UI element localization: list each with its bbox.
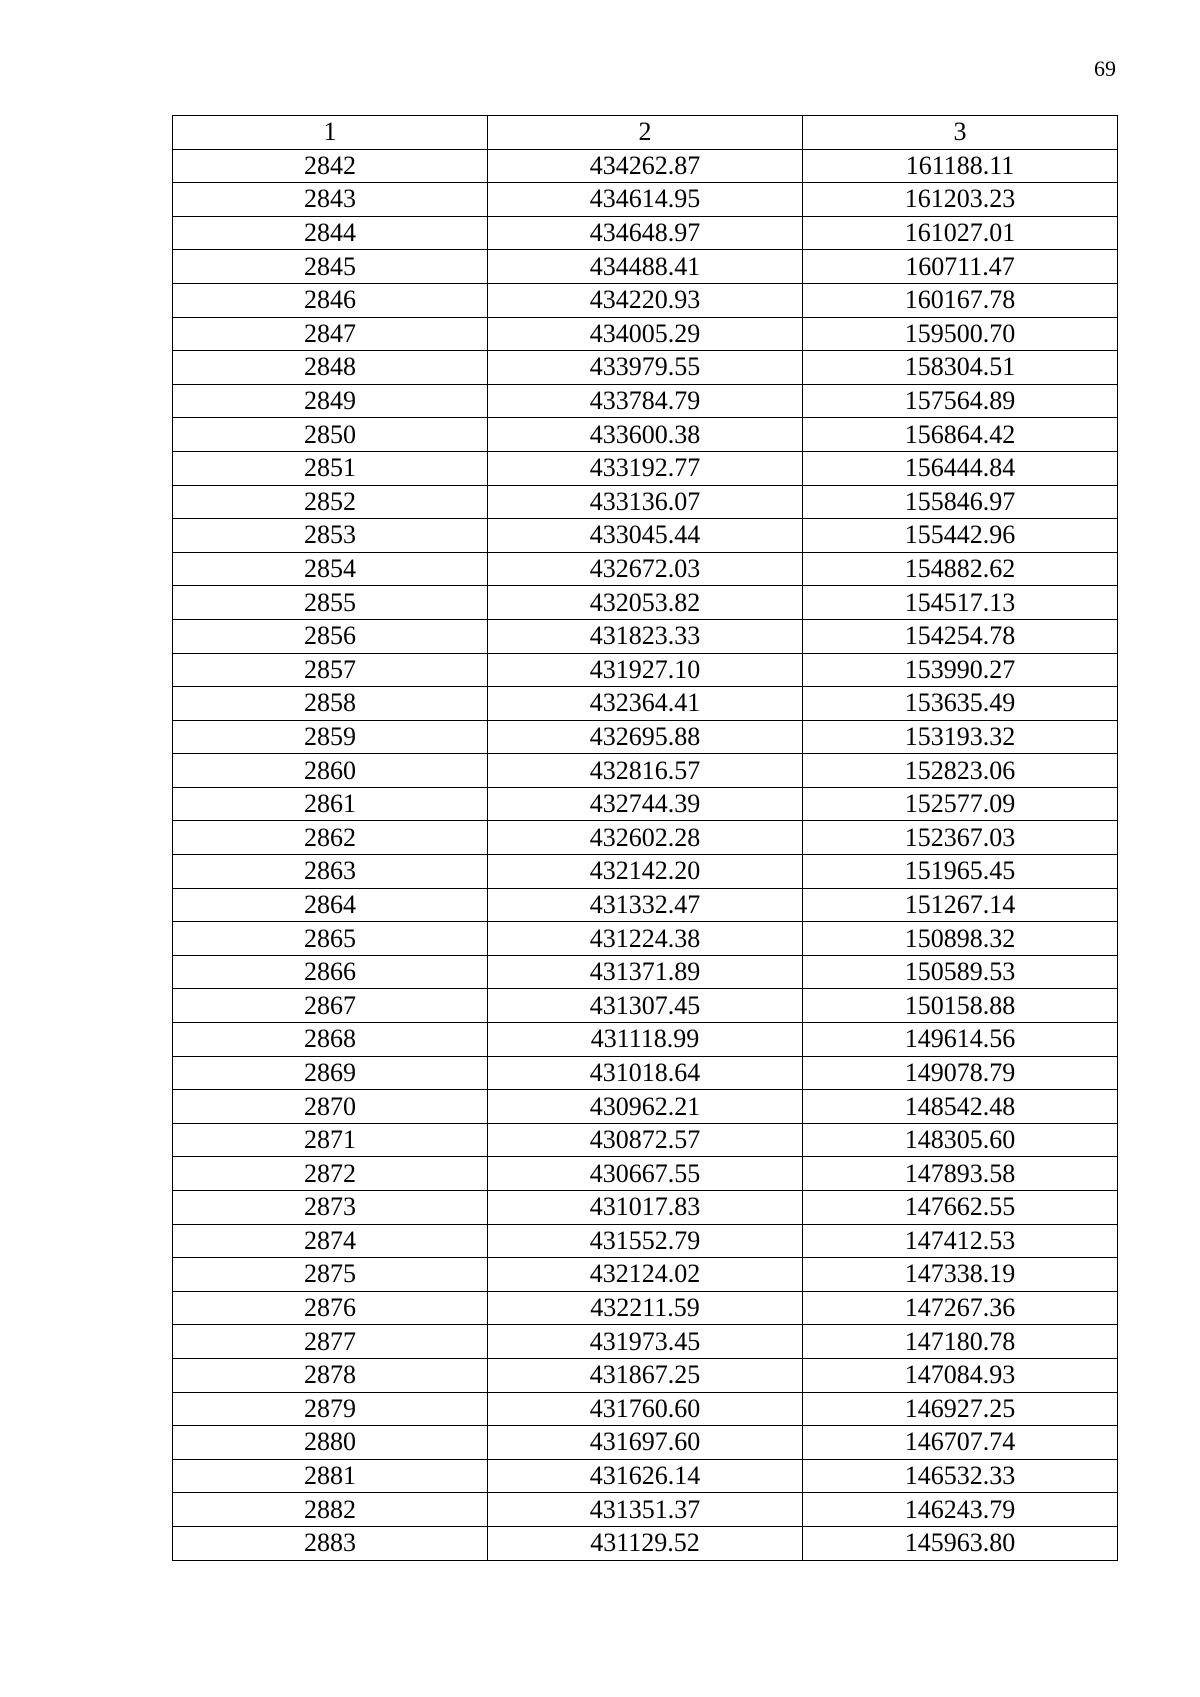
table-cell-col-1: 2856 xyxy=(173,619,488,653)
table-cell-col-3: 158304.51 xyxy=(803,351,1118,385)
table-row xyxy=(173,283,1118,317)
table-cell-col-1: 2850 xyxy=(173,418,488,452)
table-cell-col-3: 149078.79 xyxy=(803,1056,1118,1090)
table-cell-col-2: 431018.64 xyxy=(488,1056,803,1090)
table-cell-col-2: 432124.02 xyxy=(488,1258,803,1292)
table-row xyxy=(173,619,1118,653)
table-row xyxy=(173,1157,1118,1191)
table-cell-col-1: 2863 xyxy=(173,855,488,889)
table-cell-col-3: 152823.06 xyxy=(803,754,1118,788)
table-row xyxy=(173,821,1118,855)
table-cell-col-1: 2843 xyxy=(173,183,488,217)
table-row xyxy=(173,787,1118,821)
table-cell-col-3: 147662.55 xyxy=(803,1191,1118,1225)
table-cell-col-2: 431224.38 xyxy=(488,922,803,956)
table-row xyxy=(173,1224,1118,1258)
table-cell-col-2: 431371.89 xyxy=(488,955,803,989)
table-row xyxy=(173,1493,1118,1527)
table-cell-col-1: 2881 xyxy=(173,1459,488,1493)
table-header xyxy=(173,116,1118,150)
table-row xyxy=(173,1090,1118,1124)
table-cell-col-2: 432816.57 xyxy=(488,754,803,788)
table-cell-col-1: 2854 xyxy=(173,552,488,586)
table-cell-col-1: 2851 xyxy=(173,451,488,485)
table-cell-col-1: 2845 xyxy=(173,250,488,284)
table-cell-col-3: 150158.88 xyxy=(803,989,1118,1023)
table-cell-col-2: 431118.99 xyxy=(488,1023,803,1057)
table-cell-col-1: 2847 xyxy=(173,317,488,351)
table-cell-col-1: 2862 xyxy=(173,821,488,855)
table-cell-col-1: 2871 xyxy=(173,1123,488,1157)
table-row xyxy=(173,1023,1118,1057)
table-cell-col-2: 434614.95 xyxy=(488,183,803,217)
table-cell-col-2: 433600.38 xyxy=(488,418,803,452)
table-row xyxy=(173,586,1118,620)
table-cell-col-2: 433784.79 xyxy=(488,384,803,418)
table-cell-col-3: 161188.11 xyxy=(803,149,1118,183)
table-row xyxy=(173,384,1118,418)
table-row xyxy=(173,216,1118,250)
table-cell-col-3: 152367.03 xyxy=(803,821,1118,855)
table-cell-col-3: 150589.53 xyxy=(803,955,1118,989)
table-row xyxy=(173,687,1118,721)
table-cell-col-3: 160711.47 xyxy=(803,250,1118,284)
table-cell-col-2: 431927.10 xyxy=(488,653,803,687)
table-cell-col-3: 150898.32 xyxy=(803,922,1118,956)
table-cell-col-1: 2864 xyxy=(173,888,488,922)
table-cell-col-1: 2877 xyxy=(173,1325,488,1359)
table-cell-col-1: 2876 xyxy=(173,1291,488,1325)
table-cell-col-3: 147893.58 xyxy=(803,1157,1118,1191)
table-cell-col-2: 433136.07 xyxy=(488,485,803,519)
table-cell-col-2: 431017.83 xyxy=(488,1191,803,1225)
table-row xyxy=(173,149,1118,183)
table-row xyxy=(173,1392,1118,1426)
table-cell-col-1: 2878 xyxy=(173,1358,488,1392)
table-row xyxy=(173,1258,1118,1292)
table-cell-col-3: 161203.23 xyxy=(803,183,1118,217)
table-cell-col-3: 153193.32 xyxy=(803,720,1118,754)
header-row xyxy=(173,116,1118,150)
table-cell-col-2: 432602.28 xyxy=(488,821,803,855)
table-row xyxy=(173,451,1118,485)
table-cell-col-2: 430962.21 xyxy=(488,1090,803,1124)
table-cell-col-2: 433979.55 xyxy=(488,351,803,385)
table-cell-col-1: 2866 xyxy=(173,955,488,989)
table-row xyxy=(173,653,1118,687)
table-row xyxy=(173,250,1118,284)
table-cell-col-2: 431823.33 xyxy=(488,619,803,653)
table-cell-col-3: 154882.62 xyxy=(803,552,1118,586)
table-cell-col-2: 434005.29 xyxy=(488,317,803,351)
table-cell-col-2: 432211.59 xyxy=(488,1291,803,1325)
table-cell-col-3: 147412.53 xyxy=(803,1224,1118,1258)
table-cell-col-1: 2849 xyxy=(173,384,488,418)
column-header-1: 1 xyxy=(173,116,488,150)
table-cell-col-3: 146927.25 xyxy=(803,1392,1118,1426)
table-cell-col-3: 147180.78 xyxy=(803,1325,1118,1359)
table-row xyxy=(173,519,1118,553)
table-cell-col-2: 431552.79 xyxy=(488,1224,803,1258)
table-row xyxy=(173,1191,1118,1225)
column-header-2: 2 xyxy=(488,116,803,150)
table-cell-col-1: 2875 xyxy=(173,1258,488,1292)
table-row xyxy=(173,922,1118,956)
table-cell-col-3: 154517.13 xyxy=(803,586,1118,620)
table-row xyxy=(173,418,1118,452)
table-cell-col-3: 146532.33 xyxy=(803,1459,1118,1493)
table-cell-col-1: 2879 xyxy=(173,1392,488,1426)
column-header-3: 3 xyxy=(803,116,1118,150)
table-row xyxy=(173,955,1118,989)
table-cell-col-3: 147084.93 xyxy=(803,1358,1118,1392)
table-row xyxy=(173,1291,1118,1325)
table-cell-col-1: 2848 xyxy=(173,351,488,385)
table-row xyxy=(173,888,1118,922)
table-cell-col-2: 432053.82 xyxy=(488,586,803,620)
table-cell-col-1: 2853 xyxy=(173,519,488,553)
table-cell-col-1: 2874 xyxy=(173,1224,488,1258)
table-cell-col-1: 2872 xyxy=(173,1157,488,1191)
table-cell-col-1: 2867 xyxy=(173,989,488,1023)
table-body xyxy=(173,149,1118,1560)
table-cell-col-1: 2873 xyxy=(173,1191,488,1225)
table-cell-col-2: 434488.41 xyxy=(488,250,803,284)
table-cell-col-1: 2852 xyxy=(173,485,488,519)
table-cell-col-3: 149614.56 xyxy=(803,1023,1118,1057)
table-cell-col-3: 154254.78 xyxy=(803,619,1118,653)
table-cell-col-3: 151965.45 xyxy=(803,855,1118,889)
table-cell-col-1: 2870 xyxy=(173,1090,488,1124)
table-cell-col-3: 147338.19 xyxy=(803,1258,1118,1292)
table-row xyxy=(173,1325,1118,1359)
table-cell-col-2: 431973.45 xyxy=(488,1325,803,1359)
table-cell-col-3: 145963.80 xyxy=(803,1526,1118,1560)
table-cell-col-2: 431760.60 xyxy=(488,1392,803,1426)
table-cell-col-1: 2857 xyxy=(173,653,488,687)
table-cell-col-3: 148305.60 xyxy=(803,1123,1118,1157)
table-row xyxy=(173,183,1118,217)
table-cell-col-1: 2883 xyxy=(173,1526,488,1560)
table-row xyxy=(173,485,1118,519)
table-cell-col-2: 431307.45 xyxy=(488,989,803,1023)
table-cell-col-1: 2882 xyxy=(173,1493,488,1527)
table-cell-col-3: 147267.36 xyxy=(803,1291,1118,1325)
table-row xyxy=(173,754,1118,788)
table-cell-col-3: 157564.89 xyxy=(803,384,1118,418)
table-cell-col-2: 434262.87 xyxy=(488,149,803,183)
table-cell-col-2: 432695.88 xyxy=(488,720,803,754)
table-cell-col-2: 433045.44 xyxy=(488,519,803,553)
table-cell-col-1: 2844 xyxy=(173,216,488,250)
table-cell-col-2: 431129.52 xyxy=(488,1526,803,1560)
table-row xyxy=(173,552,1118,586)
table-cell-col-3: 151267.14 xyxy=(803,888,1118,922)
table-cell-col-1: 2865 xyxy=(173,922,488,956)
table-cell-col-3: 161027.01 xyxy=(803,216,1118,250)
table-row xyxy=(173,351,1118,385)
table-cell-col-3: 155442.96 xyxy=(803,519,1118,553)
table-row xyxy=(173,1426,1118,1460)
table-cell-col-1: 2842 xyxy=(173,149,488,183)
table-row xyxy=(173,989,1118,1023)
table-cell-col-2: 430872.57 xyxy=(488,1123,803,1157)
table-cell-col-2: 432744.39 xyxy=(488,787,803,821)
table-cell-col-3: 156444.84 xyxy=(803,451,1118,485)
table-cell-col-3: 153635.49 xyxy=(803,687,1118,721)
table-cell-col-2: 432364.41 xyxy=(488,687,803,721)
table-row xyxy=(173,1459,1118,1493)
table-cell-col-3: 156864.42 xyxy=(803,418,1118,452)
table-cell-col-1: 2860 xyxy=(173,754,488,788)
table-cell-col-3: 153990.27 xyxy=(803,653,1118,687)
table-cell-col-2: 431351.37 xyxy=(488,1493,803,1527)
table-cell-col-3: 152577.09 xyxy=(803,787,1118,821)
table-cell-col-2: 434648.97 xyxy=(488,216,803,250)
table-cell-col-1: 2880 xyxy=(173,1426,488,1460)
page-number: 69 xyxy=(1094,56,1116,81)
coordinates-table xyxy=(172,115,1118,1561)
table-cell-col-1: 2861 xyxy=(173,787,488,821)
table-cell-col-2: 433192.77 xyxy=(488,451,803,485)
table-cell-col-2: 434220.93 xyxy=(488,283,803,317)
table-cell-col-2: 431697.60 xyxy=(488,1426,803,1460)
table-cell-col-2: 431332.47 xyxy=(488,888,803,922)
table-row xyxy=(173,1358,1118,1392)
table-cell-col-3: 146243.79 xyxy=(803,1493,1118,1527)
table-cell-col-2: 432142.20 xyxy=(488,855,803,889)
table-cell-col-2: 432672.03 xyxy=(488,552,803,586)
table-row xyxy=(173,1056,1118,1090)
table-cell-col-3: 148542.48 xyxy=(803,1090,1118,1124)
table-cell-col-1: 2855 xyxy=(173,586,488,620)
table-cell-col-2: 431867.25 xyxy=(488,1358,803,1392)
table-cell-col-1: 2858 xyxy=(173,687,488,721)
table-row xyxy=(173,317,1118,351)
table-row xyxy=(173,855,1118,889)
table-cell-col-1: 2869 xyxy=(173,1056,488,1090)
table-cell-col-1: 2846 xyxy=(173,283,488,317)
table-cell-col-1: 2859 xyxy=(173,720,488,754)
table-cell-col-1: 2868 xyxy=(173,1023,488,1057)
table-row xyxy=(173,1526,1118,1560)
table-row xyxy=(173,1123,1118,1157)
table-cell-col-2: 430667.55 xyxy=(488,1157,803,1191)
table-row xyxy=(173,720,1118,754)
table-cell-col-3: 146707.74 xyxy=(803,1426,1118,1460)
table-cell-col-2: 431626.14 xyxy=(488,1459,803,1493)
table-cell-col-3: 159500.70 xyxy=(803,317,1118,351)
table-cell-col-3: 160167.78 xyxy=(803,283,1118,317)
table-cell-col-3: 155846.97 xyxy=(803,485,1118,519)
